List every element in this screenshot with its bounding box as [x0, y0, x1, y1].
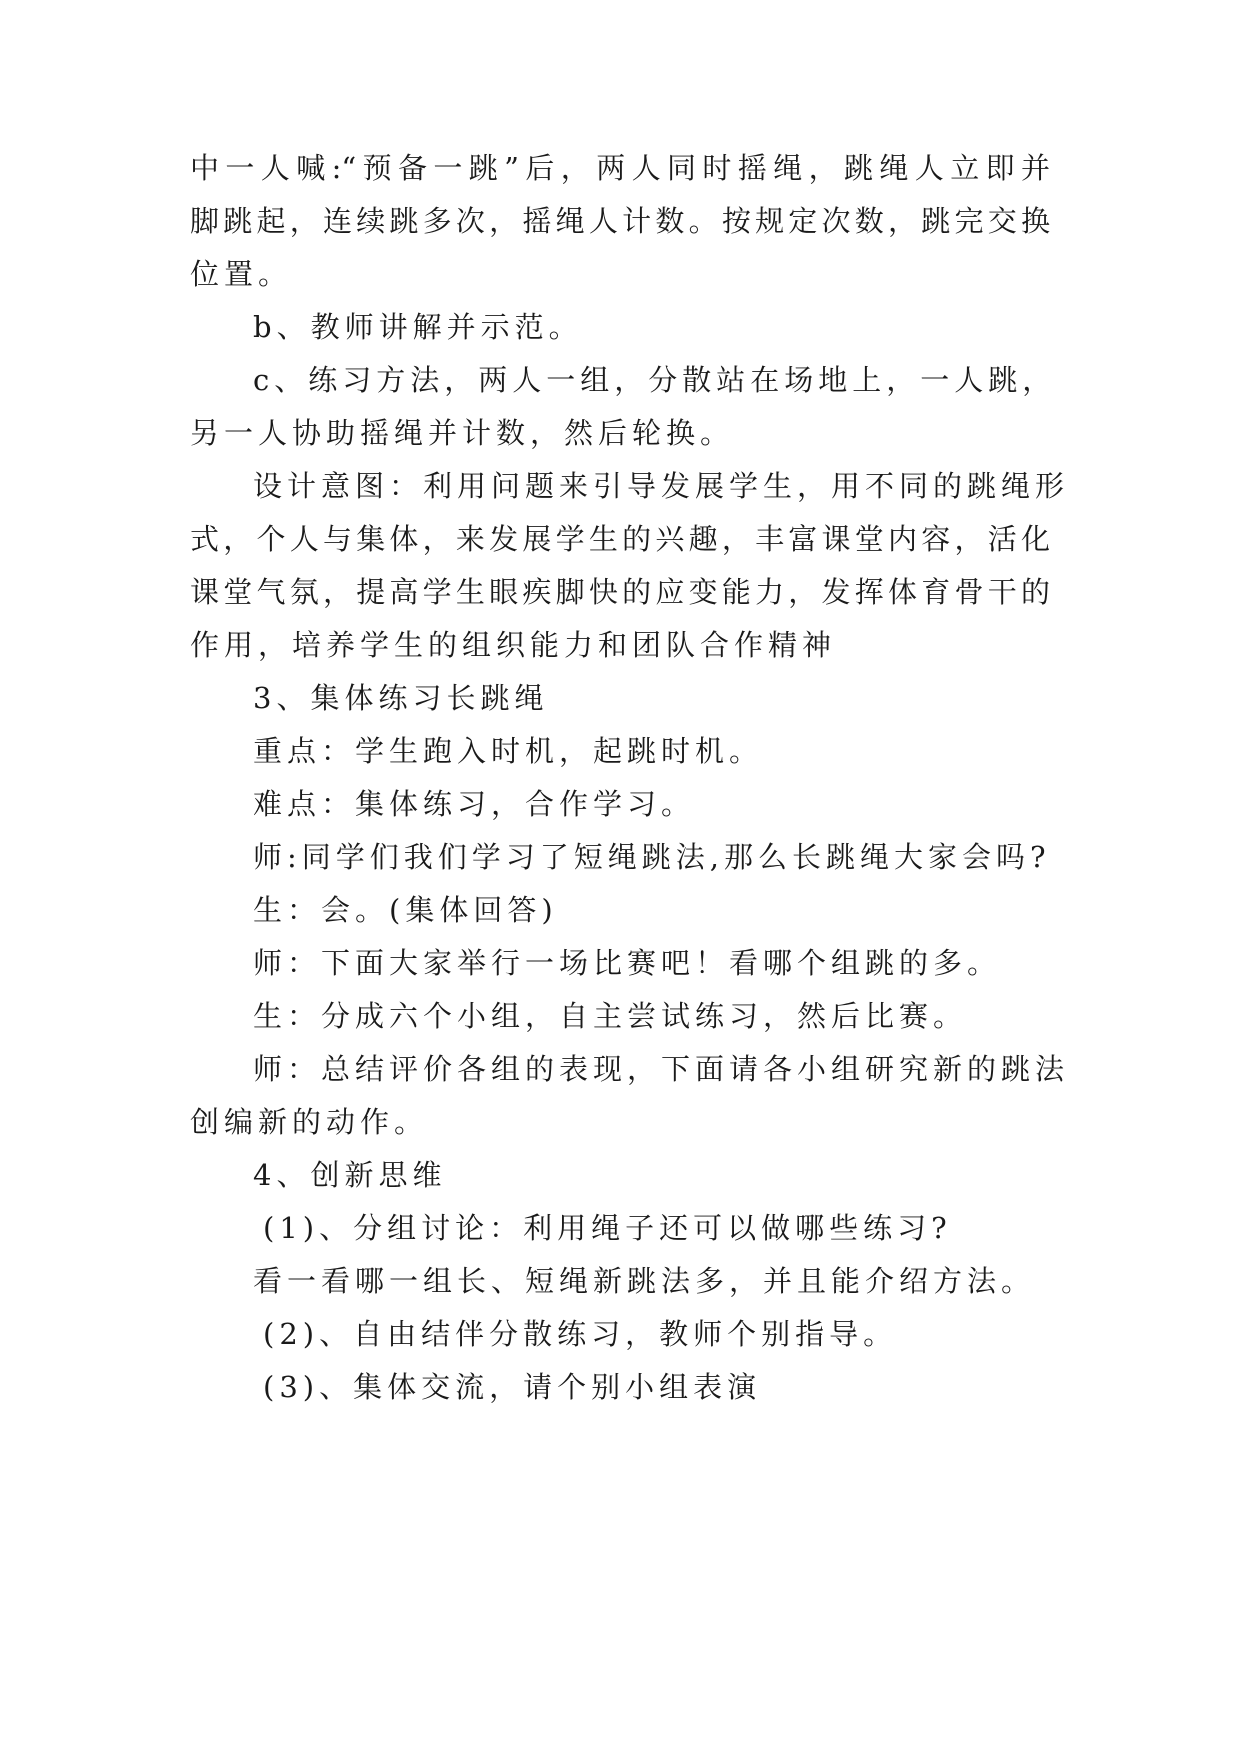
paragraph-line-2: 脚跳起，连续跳多次，摇绳人计数。按规定次数，跳完交换: [190, 204, 1050, 238]
section-4-heading: 4、创新思维: [253, 1158, 447, 1192]
design-intent-line-2: 式，个人与集体，来发展学生的兴趣，丰富课堂内容，活化: [190, 522, 1050, 556]
step-b-line: b、教师讲解并示范。: [253, 310, 583, 344]
teacher-summary-line-1: 师：总结评价各组的表现，下面请各小组研究新的跳法: [253, 1052, 1070, 1086]
design-intent-line-3: 课堂气氛，提高学生眼疾脚快的应变能力，发挥体育骨干的: [190, 575, 1050, 609]
key-point-line: 重点：学生跑入时机，起跳时机。: [253, 734, 764, 768]
design-intent-line-1: 设计意图：利用问题来引导发展学生，用不同的跳绳形: [253, 469, 1070, 503]
step-c-line-1: c、练习方法，两人一组，分散站在场地上，一人跳，: [253, 363, 1057, 397]
step-c-line-2: 另一人协助摇绳并计数，然后轮换。: [190, 416, 735, 450]
paragraph-line-3: 位置。: [190, 257, 293, 291]
student-answer-line: 生：会。(集体回答): [253, 893, 558, 927]
section-3-heading: 3、集体练习长跳绳: [253, 681, 549, 715]
item-1-line: (1)、分组讨论：利用绳子还可以做哪些练习?: [263, 1211, 952, 1245]
teacher-competition-line: 师：下面大家举行一场比赛吧！看哪个组跳的多。: [253, 946, 1002, 980]
teacher-summary-line-2: 创编新的动作。: [190, 1105, 429, 1139]
paragraph-line-1: 中一人喊:“预备一跳”后，两人同时摇绳，跳绳人立即并: [190, 151, 1050, 185]
item-3-line: (3)、集体交流，请个别小组表演: [263, 1370, 762, 1404]
teacher-question-line: 师:同学们我们学习了短绳跳法,那么长跳绳大家会吗?: [253, 840, 1051, 874]
student-groups-line: 生：分成六个小组，自主尝试练习，然后比赛。: [253, 999, 968, 1033]
item-1-detail-line: 看一看哪一组长、短绳新跳法多，并且能介绍方法。: [253, 1264, 1036, 1298]
design-intent-line-4: 作用，培养学生的组织能力和团队合作精神: [190, 628, 837, 662]
difficulty-line: 难点：集体练习，合作学习。: [253, 787, 696, 821]
item-2-line: (2)、自由结伴分散练习，教师个别指导。: [263, 1317, 898, 1351]
